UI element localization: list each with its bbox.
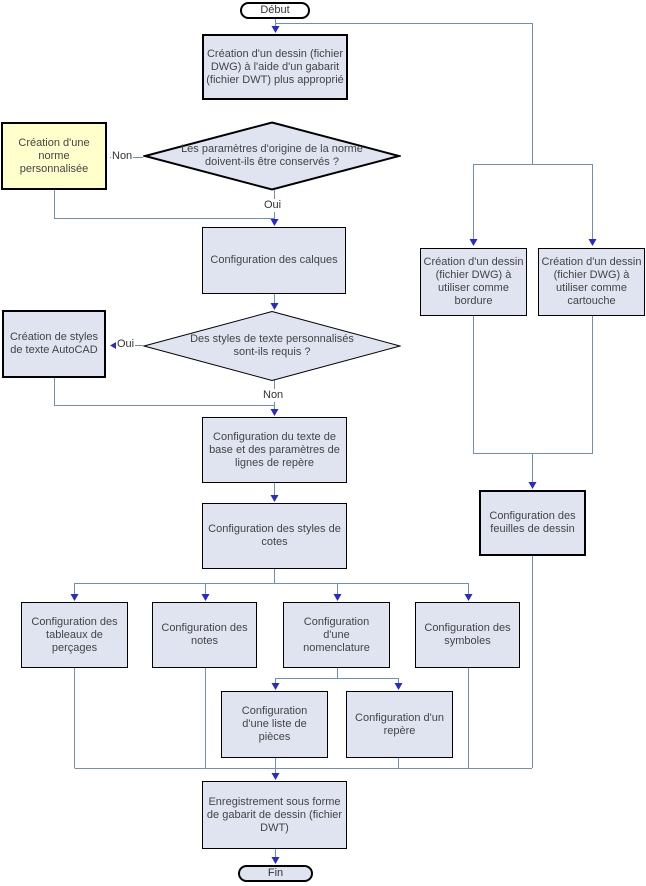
decision-text-styles	[143, 311, 401, 381]
node-base-text	[202, 417, 347, 483]
node-layers-label: Configuration des calques	[210, 254, 338, 266]
node-symbols	[415, 602, 520, 668]
node-notes-label: Configuration des notes	[161, 622, 248, 647]
decision-keep-defaults-label: Les paramètres d'origine de la norme doivent-ils être conservés ?	[181, 143, 363, 168]
node-notes	[152, 602, 257, 668]
edge-label-non-2: Non	[263, 389, 284, 401]
node-save-template	[202, 781, 347, 849]
node-titleblock-drawing	[538, 248, 645, 316]
decision-keep-defaults	[143, 121, 401, 191]
node-balloon-label: Configuration d'un repère	[355, 711, 444, 737]
node-sheets	[479, 490, 586, 556]
node-symbols-label: Configuration des symboles	[424, 622, 511, 647]
terminator-start	[240, 2, 310, 19]
decision-text-styles-label: Des styles de texte personnalisés sont-ils requis ?	[190, 333, 354, 358]
node-bom	[283, 602, 390, 668]
node-dim-styles	[202, 503, 347, 569]
node-base-text-label: Configuration du texte de base et des paramètres de lignes de repère	[209, 430, 340, 469]
node-bom-label: Configuration d'une nomenclature	[303, 615, 370, 654]
node-layers	[202, 227, 346, 294]
terminator-start-label: Début	[260, 4, 290, 16]
node-create-drawing	[202, 34, 348, 100]
node-hole-tables-label: Configuration des tableaux de perçages	[31, 615, 118, 654]
edge-label-oui-1: Oui	[264, 199, 282, 211]
node-border-drawing	[420, 248, 527, 316]
node-create-drawing-label: Création d'un dessin (fichier DWG) à l'aide d'un gabarit (fichier DWT) plus approprié	[206, 47, 344, 86]
node-custom-standard	[1, 122, 107, 190]
node-autocad-text-styles	[2, 310, 106, 378]
terminator-end-label: Fin	[267, 867, 284, 879]
edge-label-oui-2: Oui	[117, 338, 135, 350]
node-save-template-label: Enregistrement sous forme de gabarit de dessin (fichier DWT)	[206, 795, 343, 834]
node-titleblock-drawing-label: Création d'un dessin (fichier DWG) à utiliser comme cartouche	[541, 256, 642, 307]
node-hole-tables	[21, 602, 128, 668]
node-parts-list-label: Configuration d'une liste de pièces	[241, 705, 308, 743]
edge-label-non-1: Non	[112, 150, 133, 162]
node-dim-styles-label: Configuration des styles de cotes	[208, 523, 341, 548]
node-balloon	[346, 691, 453, 758]
terminator-end	[238, 865, 313, 882]
node-sheets-label: Configuration des feuilles de dessin	[489, 510, 576, 535]
node-autocad-text-styles-label: Création de styles de texte AutoCAD	[9, 331, 99, 356]
node-custom-standard-label: Création d'une norme personnalisée	[18, 136, 90, 175]
node-border-drawing-label: Création d'un dessin (fichier DWG) à utiliser comme bordure	[423, 256, 524, 307]
node-parts-list	[221, 691, 328, 758]
